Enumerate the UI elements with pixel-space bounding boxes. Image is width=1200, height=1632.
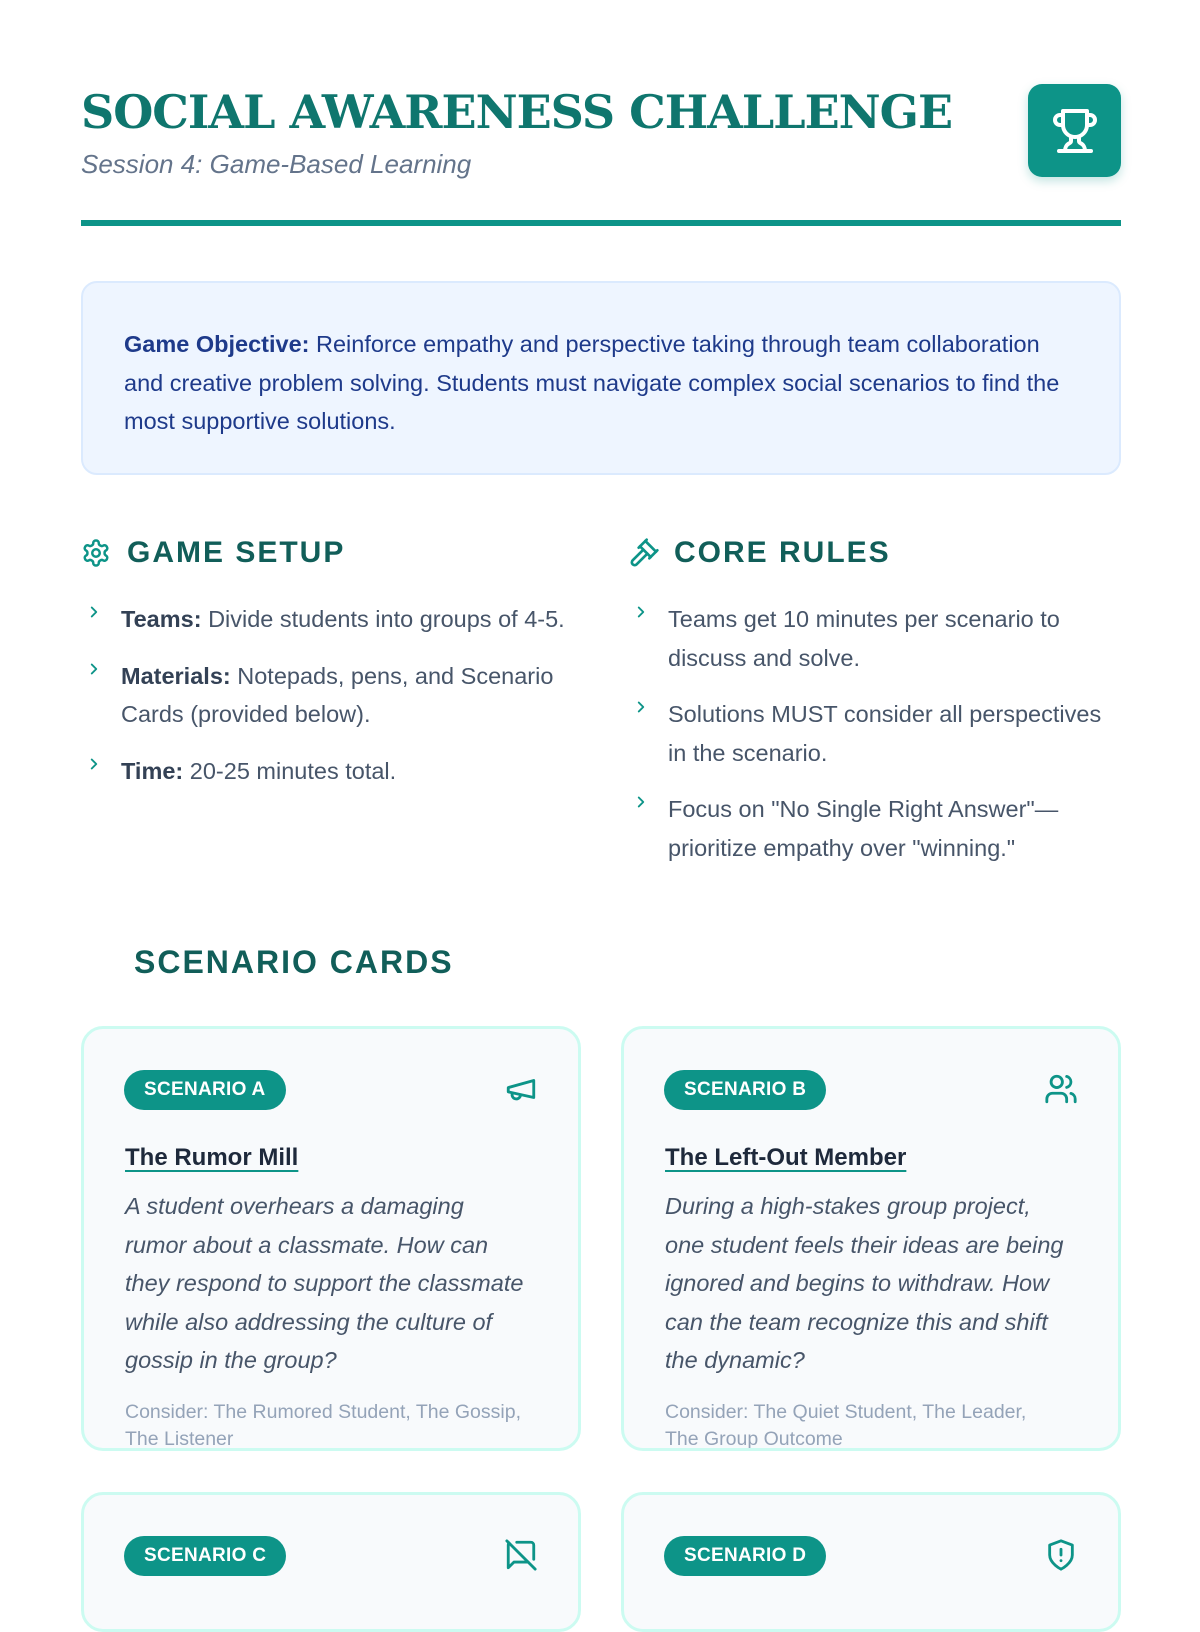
trophy-badge <box>1028 84 1121 177</box>
setup-item-label: Materials: <box>121 662 231 689</box>
list-item <box>81 600 571 639</box>
rule-text: Solutions MUST consider all perspectives in the scenario. <box>668 701 1102 766</box>
setup-item-label: Teams: <box>121 606 202 632</box>
core-rules-header <box>628 532 1121 574</box>
scenario-badge: SCENARIO A <box>124 1070 286 1110</box>
core-rules-list <box>628 600 1121 885</box>
megaphone-icon <box>504 1072 538 1106</box>
chevron-right-icon <box>632 697 650 717</box>
objective-label: Game Objective: <box>124 331 310 357</box>
gavel-icon <box>628 537 660 569</box>
scenario-description: During a high-stakes group project, one student feels their ideas are being ignored and begins to withdraw. How can the team recognize this and shift the dynamic? <box>665 1193 1064 1373</box>
page-subtitle: Session 4: Game-Based Learning <box>81 149 472 179</box>
chevron-right-icon <box>85 754 103 774</box>
game-setup-title: GAME SETUP <box>127 536 346 569</box>
chevron-right-icon <box>632 792 650 812</box>
core-rules-title: CORE RULES <box>674 536 891 569</box>
scenario-perspectives: Consider: The Rumored Student, The Gossip, The Listener <box>125 1401 521 1450</box>
setup-item-text: Divide students into groups of 4-5. <box>201 606 565 632</box>
scenario-title: The Rumor Mill <box>125 1144 299 1171</box>
game-setup-list <box>81 600 571 808</box>
rule-text: Focus on "No Single Right Answer"—prioritize empathy over "winning." <box>668 796 1059 861</box>
gear-icon <box>81 537 113 569</box>
setup-item-label: Time: <box>121 757 184 784</box>
scenario-card-c <box>81 1492 581 1632</box>
list-item <box>628 790 1121 867</box>
scenario-card-b <box>621 1026 1121 1451</box>
scenario-cards-title: SCENARIO CARDS <box>134 944 454 980</box>
scenario-card-d <box>621 1492 1121 1632</box>
list-item <box>628 600 1121 677</box>
message-off-icon <box>504 1538 538 1572</box>
list-item <box>81 657 571 734</box>
objective-text: Reinforce empathy and perspective taking through team collaboration and creative problem solving. Students must navigate complex social scenarios to find the most supportive solutions. <box>124 331 1060 434</box>
scenario-badge: SCENARIO B <box>664 1070 826 1110</box>
shield-alert-icon <box>1044 1538 1078 1572</box>
scenario-title: The Left-Out Member <box>665 1144 907 1171</box>
game-objective-callout <box>81 281 1121 475</box>
scenario-description: A student overhears a damaging rumor about a classmate. How can they respond to support the classmate while also addressing the culture of gossip in the group? <box>125 1193 524 1373</box>
users-icon <box>1044 1072 1078 1106</box>
chevron-right-icon <box>632 602 650 622</box>
page-title: SOCIAL AWARENESS CHALLENGE <box>81 85 953 139</box>
trophy-icon <box>1051 106 1099 156</box>
list-item <box>628 695 1121 772</box>
scenario-badge: SCENARIO C <box>124 1536 286 1576</box>
game-setup-header <box>81 532 571 574</box>
rule-text: Teams get 10 minutes per scenario to discuss and solve. <box>668 606 1060 671</box>
page-header <box>81 84 1121 226</box>
list-item <box>81 752 571 791</box>
chevron-right-icon <box>85 602 103 622</box>
game-setup-section <box>81 532 571 784</box>
scenario-card-a <box>81 1026 581 1451</box>
core-rules-section <box>628 532 1121 861</box>
setup-item-text: 20-25 minutes total. <box>183 757 397 784</box>
header-divider <box>81 220 1121 226</box>
chevron-right-icon <box>85 659 103 679</box>
scenario-badge: SCENARIO D <box>664 1536 826 1576</box>
scenario-perspectives: Consider: The Quiet Student, The Leader, The Group Outcome <box>665 1401 1027 1450</box>
setup-item-text: Notepads, pens, and Scenario Cards (provided below). <box>121 662 554 727</box>
